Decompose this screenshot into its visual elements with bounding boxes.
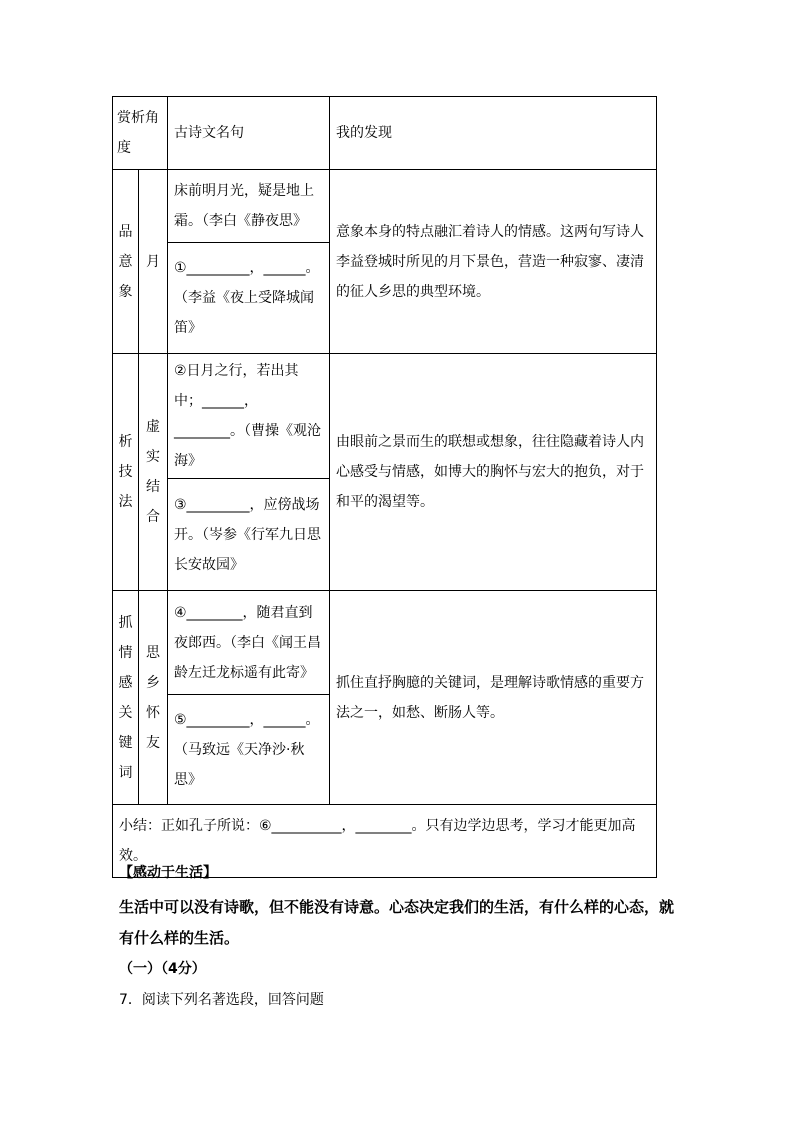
table-row xyxy=(113,591,657,695)
aspect-label: 析技法 xyxy=(118,434,133,510)
aspect-cell xyxy=(113,170,139,354)
sub-aspect-label: 思乡怀友 xyxy=(146,644,160,751)
question-text: 7．阅读下列名著选段，回答问题 xyxy=(119,992,324,1008)
aspect-label: 品意象 xyxy=(118,223,133,300)
sub-aspect-cell xyxy=(139,591,168,805)
discovery-text: 由眼前之景而生的联想或想象，往往隐藏着诗人内心感受与情感，如博大的胸怀与宏大的抱负，对于和平的渴望等。 xyxy=(330,354,657,591)
sub-aspect-label: 月 xyxy=(146,253,160,270)
poem-blank: ②日月之行，若出其中；______，________。（曹操《观沧海》 xyxy=(168,354,330,479)
discovery-text: 抓住直抒胸臆的关键词，是理解诗歌情感的重要方法之一，如愁、断肠人等。 xyxy=(330,591,657,805)
sub-aspect-cell xyxy=(139,170,168,354)
sub-aspect-cell xyxy=(139,354,168,591)
header-poem: 古诗文名句 xyxy=(168,97,330,170)
table-row xyxy=(113,354,657,479)
part-label: （一）（4分） xyxy=(119,961,206,977)
poem-blank: ④________，随君直到夜郎西。（李白《闻王昌龄左迁龙标遥有此寄》 xyxy=(168,591,330,695)
poem-blank: ①_________，______。（李益《夜上受降城闻笛》 xyxy=(168,243,330,354)
header-discovery: 我的发现 xyxy=(330,97,657,170)
sub-aspect-label: 虚实结合 xyxy=(146,419,160,525)
poem-blank: ⑤_________，______。（马致远《天净沙·秋思》 xyxy=(168,695,330,805)
poem-line: 床前明月光，疑是地上霜。（李白《静夜思》 xyxy=(168,170,330,243)
table-header-row xyxy=(113,97,657,170)
table-row xyxy=(113,170,657,243)
aspect-label: 抓情感关键词 xyxy=(118,614,133,781)
appreciation-table xyxy=(112,96,657,878)
aspect-cell xyxy=(113,591,139,805)
poem-blank: ③_________，应傍战场开。（岑参《行军九日思长安故园》 xyxy=(168,479,330,591)
header-aspect: 赏析角度 xyxy=(113,97,168,170)
section-heading: 【感动于生活】 xyxy=(119,865,217,881)
aspect-cell xyxy=(113,354,139,591)
intro-paragraph: 生活中可以没有诗歌，但不能没有诗意。心态决定我们的生活，有什么样的心态，就有什么样的生活。 xyxy=(119,898,675,947)
summary-text: 小结：正如孔子所说：⑥__________，________。只有边学边思考，学习才能更加高效。 xyxy=(113,805,657,878)
discovery-text: 意象本身的特点融汇着诗人的情感。这两句写诗人李益登城时所见的月下景色，营造一种寂寥、凄清的征人乡思的典型环境。 xyxy=(330,170,657,354)
